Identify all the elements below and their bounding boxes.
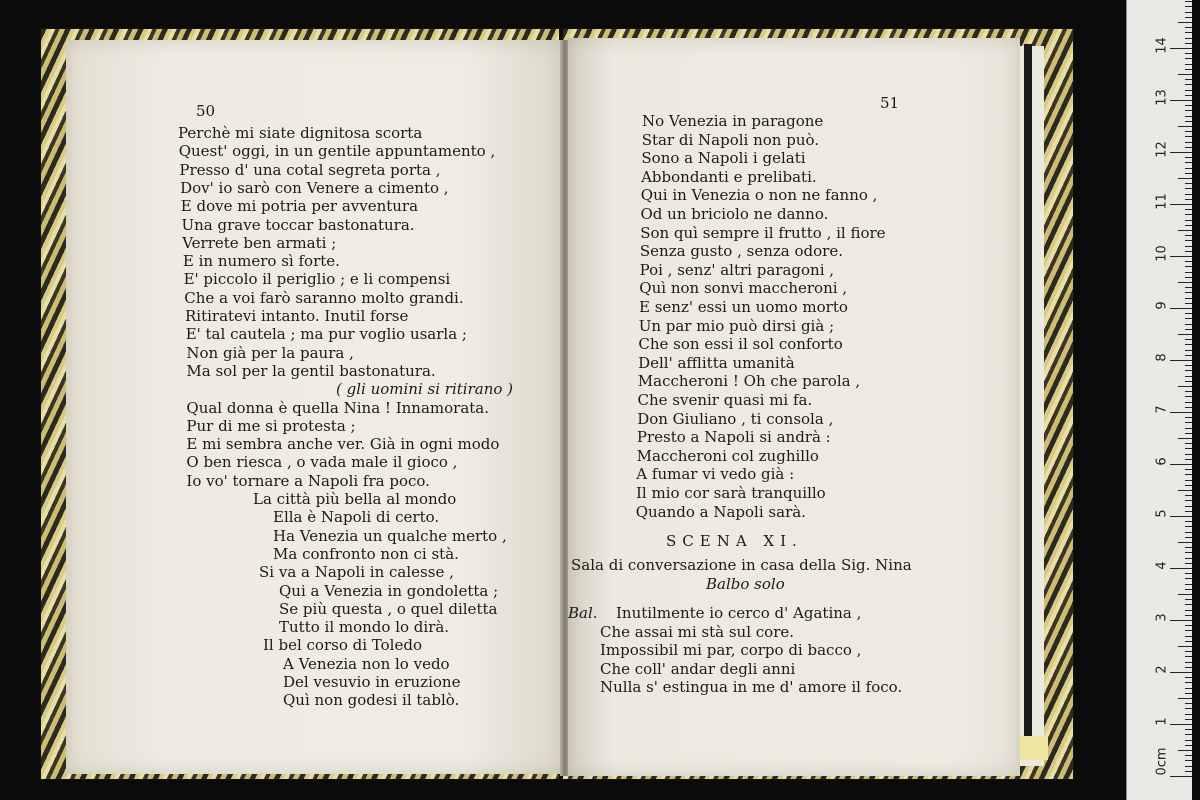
verse-line: Son quì sempre il frutto , il fiore (640, 223, 886, 242)
dialogue-line: Impossibil mi par, corpo di bacco , (600, 641, 862, 660)
ruler-label: 12 (1154, 141, 1170, 158)
ruler-tick (1185, 38, 1192, 39)
verse-line: Don Giuliano , ti consola , (637, 409, 834, 428)
ruler-tick (1178, 542, 1192, 543)
ruler-tick (1185, 474, 1192, 475)
scene-setting: Sala di conversazione in casa della Sig. Nina (571, 556, 912, 574)
ruler-tick (1185, 53, 1192, 54)
ruler-tick (1185, 168, 1192, 169)
ruler-label: 0cm (1154, 747, 1170, 776)
ruler-tick (1185, 677, 1192, 678)
ruler-tick (1170, 152, 1192, 153)
ruler-tick (1185, 454, 1192, 455)
ruler-tick (1185, 563, 1192, 564)
ruler-tick (1185, 6, 1192, 7)
verse-line: Una grave toccar bastonatura. (181, 215, 415, 234)
verse-line: Quando a Napoli sarà. (635, 502, 806, 521)
ruler-tick (1185, 511, 1192, 512)
verse-line: Un par mio può dirsi già ; (638, 316, 835, 335)
ruler-tick (1185, 578, 1192, 579)
ruler-tick (1185, 12, 1192, 13)
ruler-tick (1185, 396, 1192, 397)
ruler-label: 7 (1154, 405, 1170, 414)
verse-line: Poi , senz' altri paragoni , (639, 260, 835, 279)
ruler-tick (1185, 303, 1192, 304)
verse-line: No Venezia in paragone (642, 112, 824, 130)
ruler-tick (1170, 204, 1192, 205)
ruler-tick (1178, 698, 1192, 699)
ruler-tick (1185, 610, 1192, 611)
ruler-tick (1185, 599, 1192, 600)
verse-line: Qui a Venezia in gondoletta ; (279, 581, 499, 600)
verse-line: E senz' essi un uomo morto (639, 298, 848, 316)
ruler-label: 14 (1154, 37, 1170, 54)
verse-line: E' tal cautela ; ma pur voglio usarla ; (185, 325, 467, 344)
ruler-tick (1185, 84, 1192, 85)
ruler-tick (1185, 766, 1192, 767)
verse-line: A fumar vi vedo già : (636, 465, 795, 484)
verse-line: Qui in Venezia o non ne fanno , (640, 186, 878, 205)
dialogue-line: Che assai mi stà sul core. (600, 622, 795, 641)
verse-line: Che svenir quasi mi fa. (637, 391, 813, 409)
ruler-tick (1170, 724, 1192, 725)
verse-line: Quì non sonvi maccheroni , (639, 279, 848, 298)
ruler-tick (1170, 672, 1192, 673)
ruler-tick (1185, 693, 1192, 694)
verse-line: Maccheroni col zughillo (636, 446, 819, 465)
ruler-tick (1178, 22, 1192, 23)
verse-line: Senza gusto , senza odore. (639, 242, 843, 261)
ruler-tick (1185, 688, 1192, 689)
ruler-tick (1185, 329, 1192, 330)
ruler-tick (1185, 261, 1192, 262)
ruler-tick (1185, 656, 1192, 657)
dialogue-line: Nulla s' estingua in me d' amore il foco. (600, 678, 903, 697)
verse-line: Ritiratevi intanto. Inutil forse (185, 307, 409, 325)
ruler-tick (1185, 105, 1192, 106)
verse-line: Quì non godesi il tablò. (283, 691, 460, 710)
ruler-tick (1185, 448, 1192, 449)
verse-line: A Venezia non lo vedo (283, 654, 450, 673)
ruler-label: 10 (1154, 245, 1170, 262)
ruler-tick (1178, 230, 1192, 231)
speaker-label: Bal. (568, 604, 598, 622)
ruler-tick (1185, 547, 1192, 548)
dialogue-line: Inutilmente io cerco d' Agatina , (616, 604, 862, 622)
ruler-tick (1170, 256, 1192, 257)
ruler-tick (1178, 178, 1192, 179)
ruler-tick (1185, 251, 1192, 252)
verse-line: E mi sembra anche ver. Già in ogni modo (186, 435, 500, 454)
ruler-tick (1185, 17, 1192, 18)
verse-line: Maccheroni ! Oh che parola , (637, 372, 861, 391)
verse-line: La città più bella al mondo (253, 490, 457, 508)
ruler-tick (1185, 480, 1192, 481)
page-number-right: 51 (880, 94, 900, 112)
ruler-tick (1170, 412, 1192, 413)
ruler-tick (1185, 214, 1192, 215)
ruler-tick (1185, 402, 1192, 403)
ruler-tick (1170, 776, 1192, 777)
ruler-tick (1185, 225, 1192, 226)
ruler-tick (1185, 662, 1192, 663)
ruler-tick (1185, 339, 1192, 340)
ruler-tick (1185, 110, 1192, 111)
verse-line: Ella è Napoli di certo. (273, 508, 440, 527)
ruler-tick (1185, 391, 1192, 392)
ruler-tick (1185, 147, 1192, 148)
page-number-left: 50 (196, 102, 216, 120)
ruler-tick (1185, 771, 1192, 772)
verse-line: Abbondanti e prelibati. (641, 167, 817, 186)
ruler-tick (1185, 350, 1192, 351)
ruler-tick (1185, 220, 1192, 221)
ruler-tick (1185, 370, 1192, 371)
ruler-tick (1185, 116, 1192, 117)
verse-line: E in numero sì forte. (182, 252, 340, 271)
ruler-tick (1185, 526, 1192, 527)
ruler-tick (1185, 485, 1192, 486)
ruler-tick (1185, 69, 1192, 70)
ruler-tick (1185, 532, 1192, 533)
verse-line: E' piccolo il periglio ; e li compensi (183, 270, 451, 289)
ruler-tick (1185, 235, 1192, 236)
ruler-tick (1185, 136, 1192, 137)
ruler-tick (1185, 1, 1192, 2)
ruler-tick (1185, 719, 1192, 720)
ruler-tick (1170, 360, 1192, 361)
verse-line: Ma confronto non ci stà. (273, 544, 459, 563)
ruler-tick (1185, 615, 1192, 616)
verse-line: Qual donna è quella Nina ! Innamorata. (186, 398, 489, 417)
ruler-tick (1185, 365, 1192, 366)
ruler-tick (1170, 568, 1192, 569)
ruler-label: 2 (1154, 665, 1170, 674)
ruler-tick (1185, 43, 1192, 44)
ruler-tick (1185, 760, 1192, 761)
ruler-tick (1185, 313, 1192, 314)
verse-line: Io vo' tornare a Napoli fra poco. (186, 471, 430, 490)
ruler-tick (1185, 376, 1192, 377)
ruler-tick (1185, 755, 1192, 756)
ruler-tick (1185, 667, 1192, 668)
verse-line: Non già per la paura , (186, 343, 354, 362)
ruler-label: 4 (1154, 561, 1170, 570)
ruler-tick (1185, 417, 1192, 418)
verse-line: Si va a Napoli in calesse , (259, 563, 454, 582)
ruler-tick (1185, 131, 1192, 132)
ruler-tick (1185, 500, 1192, 501)
ruler-tick (1185, 584, 1192, 585)
ruler-tick (1185, 90, 1192, 91)
ruler-tick (1185, 428, 1192, 429)
ruler-tick (1185, 183, 1192, 184)
ruler-tick (1185, 246, 1192, 247)
ruler-tick (1185, 266, 1192, 267)
ruler-tick (1185, 558, 1192, 559)
verse-line: Tutto il mondo lo dirà. (279, 618, 450, 637)
page-edge-shadow (1024, 44, 1032, 744)
ruler-tick (1185, 630, 1192, 631)
ruler-label: 3 (1154, 613, 1170, 622)
ruler-tick (1185, 734, 1192, 735)
ruler-tick (1185, 188, 1192, 189)
scene-heading: SCENA XI. (666, 532, 803, 550)
ruler-tick (1178, 334, 1192, 335)
ruler-tick (1170, 308, 1192, 309)
ruler-tick (1178, 438, 1192, 439)
left-page (66, 40, 564, 774)
ruler-tick (1185, 729, 1192, 730)
ruler-tick (1185, 407, 1192, 408)
ruler-tick (1185, 58, 1192, 59)
ruler-label: 1 (1154, 717, 1170, 726)
verse-line: Che a voi farò saranno molto grandi. (184, 288, 464, 307)
ruler-tick (1185, 714, 1192, 715)
ruler-label: 9 (1154, 301, 1170, 310)
ruler-tick (1185, 495, 1192, 496)
ruler-tick (1185, 355, 1192, 356)
ruler-tick (1178, 74, 1192, 75)
ruler-tick (1185, 95, 1192, 96)
verse-line: Pur di me si protesta ; (186, 416, 356, 435)
ruler-label: 6 (1154, 457, 1170, 466)
verse-line: Ha Venezia un qualche merto , (273, 526, 507, 545)
verse-line: E dove mi potria per avventura (180, 197, 419, 216)
ruler-tick (1185, 469, 1192, 470)
ruler-label: 13 (1154, 89, 1170, 106)
ruler-tick (1170, 464, 1192, 465)
scene-character: Balbo solo (706, 575, 785, 593)
ruler-tick (1178, 646, 1192, 647)
ruler-tick (1185, 740, 1192, 741)
ruler-tick (1185, 552, 1192, 553)
ruler-tick (1185, 682, 1192, 683)
verse-line: Che son essi il sol conforto (638, 335, 843, 354)
ruler-tick (1185, 287, 1192, 288)
ruler-tick (1185, 157, 1192, 158)
ruler-tick (1185, 344, 1192, 345)
ruler-tick (1185, 318, 1192, 319)
ruler-label: 5 (1154, 509, 1170, 518)
ruler-tick (1185, 433, 1192, 434)
verse-line: Se più questa , o quel diletta (279, 599, 498, 618)
ruler-tick (1185, 32, 1192, 33)
ruler-tick (1185, 636, 1192, 637)
ruler-tick (1185, 708, 1192, 709)
ruler-tick (1185, 381, 1192, 382)
ruler-tick (1178, 750, 1192, 751)
ruler-tick (1185, 625, 1192, 626)
verse-line: Perchè mi siate dignitosa scorta (178, 124, 423, 142)
measuring-ruler (1126, 0, 1192, 800)
verse-line: Il bel corso di Toledo (263, 636, 422, 655)
ruler-label: 8 (1154, 353, 1170, 362)
ruler-tick (1185, 142, 1192, 143)
ruler-tick (1185, 651, 1192, 652)
ruler-tick (1185, 537, 1192, 538)
ruler-tick (1185, 506, 1192, 507)
verse-line: Ma sol per la gentil bastonatura. (186, 361, 436, 380)
verse-line: O ben riesca , o vada male il gioco , (186, 453, 458, 472)
ruler-tick (1185, 298, 1192, 299)
verse-line: Quest' oggi, in un gentile appuntamento , (178, 142, 496, 161)
ruler-tick (1185, 240, 1192, 241)
ruler-tick (1170, 48, 1192, 49)
verse-line: Verrete ben armati ; (182, 233, 337, 252)
ruler-tick (1178, 490, 1192, 491)
ruler-tick (1185, 443, 1192, 444)
ruler-tick (1185, 641, 1192, 642)
ruler-tick (1185, 199, 1192, 200)
ruler-tick (1185, 272, 1192, 273)
verse-line: Il mio cor sarà tranquillo (636, 484, 826, 502)
ruler-tick (1178, 386, 1192, 387)
ruler-tick (1185, 292, 1192, 293)
right-page (568, 38, 1020, 776)
ruler-tick (1178, 594, 1192, 595)
verse-line: Dell' afflitta umanità (638, 353, 795, 372)
dialogue-line: Che coll' andar degli anni (600, 659, 796, 678)
ruler-tick (1185, 521, 1192, 522)
ruler-tick (1185, 589, 1192, 590)
verse-line: Dov' io sarò con Venere a cimento , (180, 178, 449, 197)
ruler-tick (1170, 100, 1192, 101)
verse-line: Del vesuvio in eruzione (283, 673, 461, 691)
ruler-tick (1185, 64, 1192, 65)
ruler-tick (1185, 324, 1192, 325)
verse-line: Presto a Napoli si andrà : (636, 428, 831, 447)
ruler-tick (1185, 422, 1192, 423)
verse-line: Od un briciolo ne danno. (640, 205, 829, 223)
ruler-tick (1185, 121, 1192, 122)
ruler-tick (1185, 27, 1192, 28)
ruler-tick (1185, 277, 1192, 278)
ruler-tick (1178, 126, 1192, 127)
ruler-tick (1185, 459, 1192, 460)
ruler-tick (1185, 573, 1192, 574)
ruler-tick (1185, 209, 1192, 210)
ruler-tick (1185, 173, 1192, 174)
ruler-tick (1185, 194, 1192, 195)
ruler-tick (1185, 162, 1192, 163)
ruler-tick (1185, 604, 1192, 605)
ruler-tick (1178, 282, 1192, 283)
ruler-label: 11 (1154, 193, 1170, 210)
verse-line: Sono a Napoli i gelati (641, 149, 806, 168)
ruler-tick (1170, 620, 1192, 621)
ruler-tick (1185, 79, 1192, 80)
stage-direction: ( gli uomini si ritirano ) (336, 380, 514, 399)
ruler-tick (1185, 703, 1192, 704)
ruler-tick (1170, 516, 1192, 517)
ruler-tick (1185, 745, 1192, 746)
verse-line: Star di Napoli non può. (641, 130, 820, 149)
verse-line: Presso d' una cotal segreta porta , (179, 160, 441, 179)
